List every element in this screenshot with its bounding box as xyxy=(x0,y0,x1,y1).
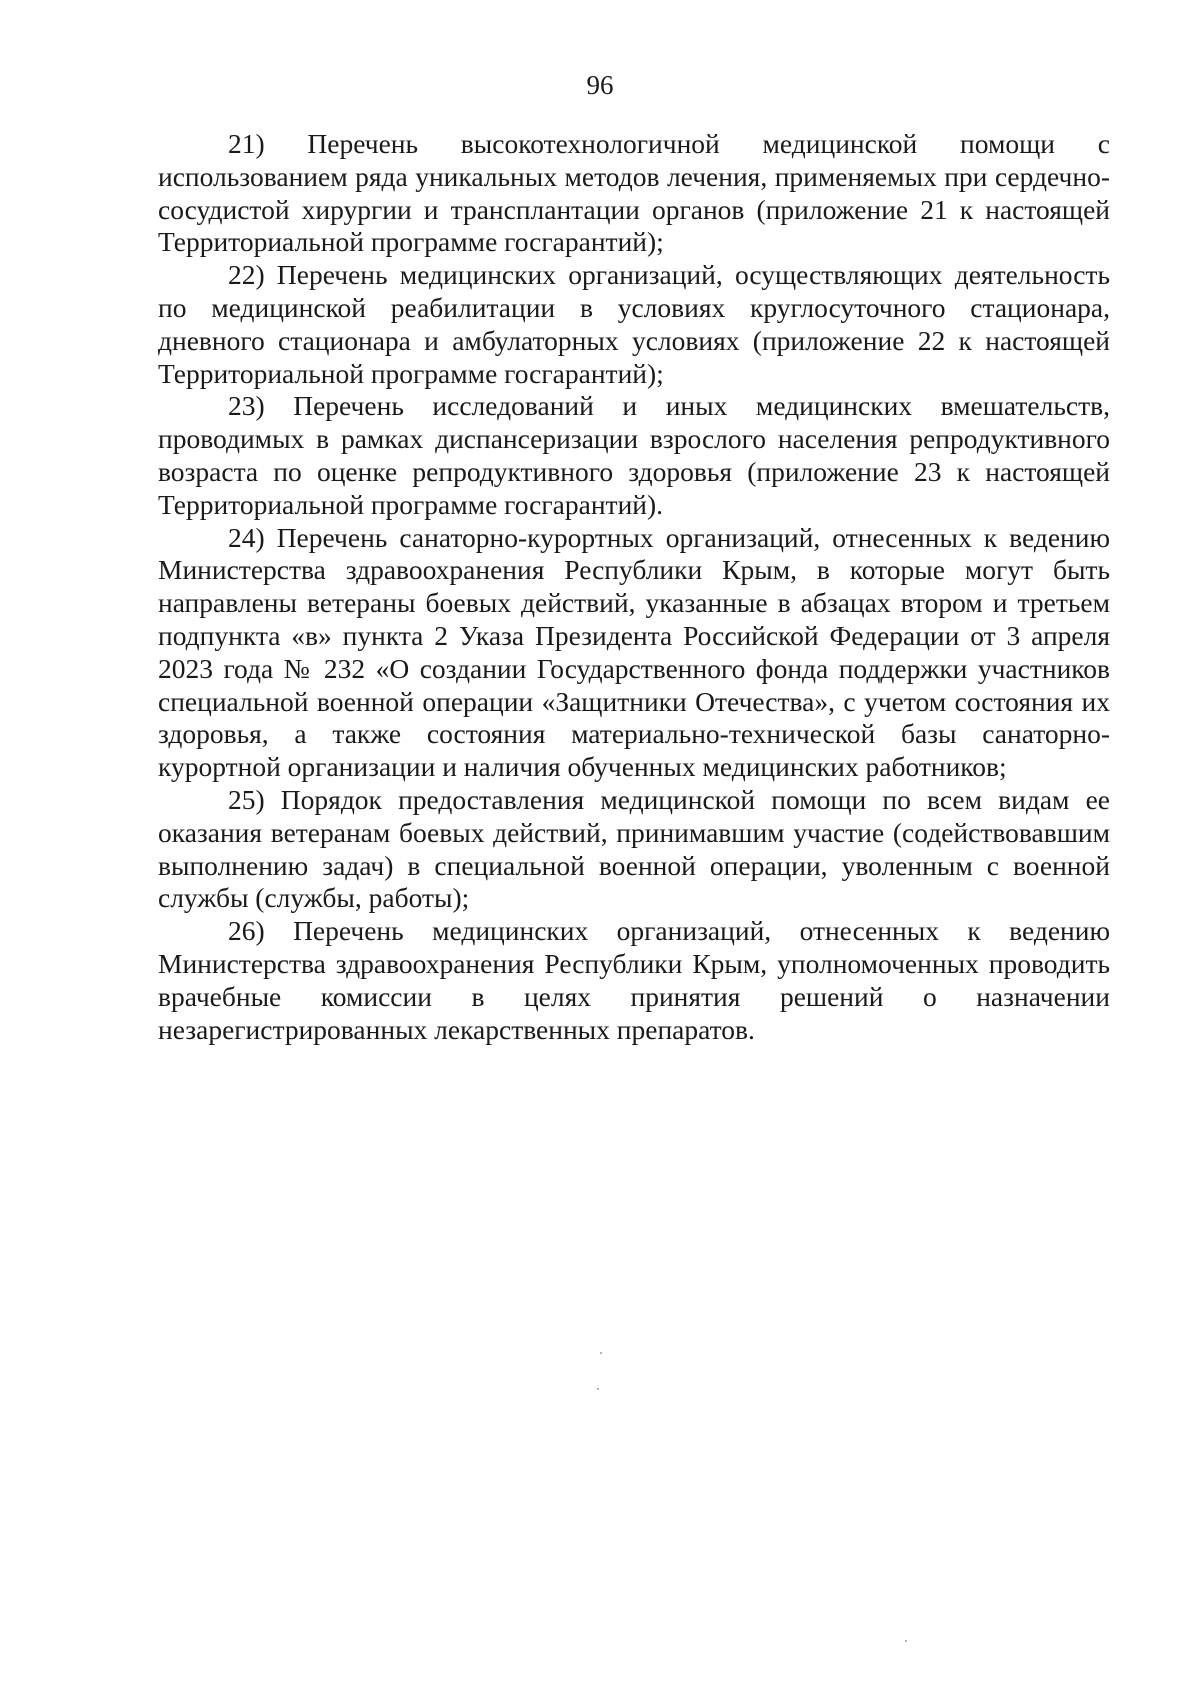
list-item-24: 24) Перечень санаторно-курортных организаций, отнесенных к ведению Министерства здравоохранения Республики Крым, в которые могут быть направлены ветераны боевых действий, указанные в абзацах втором и третьем подпункта «в» пункта 2 Указа Президента Российской Федерации от 3 апреля 2023 года № 232 «О создании Государственного фонда поддержки участников специальной военной операции «Защитники Отечества», с учетом состояния их здоровья, а также состояния материально-технической базы санаторно-курортной организации и наличия обученных медицинских работников; xyxy=(158,521,1110,783)
scan-speck xyxy=(600,1352,602,1354)
page-number: 96 xyxy=(586,70,614,100)
document-body xyxy=(158,128,1110,1046)
list-item-21: 21) Перечень высокотехнологичной медицинской помощи с использованием ряда уникальных методов лечения, применяемых при сердечно-сосудистой хирургии и трансплантации органов (приложение 21 к настоящей Территориальной программе госгарантий); xyxy=(158,128,1110,258)
scan-speck xyxy=(597,1388,599,1390)
list-item-25: 25) Порядок предоставления медицинской помощи по всем видам ее оказания ветеранам боевых действий, принимавшим участие (содействовавшим выполнению задач) в специальной военной операции, уволенным с военной службы (службы, работы); xyxy=(158,783,1110,914)
scan-speck xyxy=(905,1640,907,1642)
list-item-23: 23) Перечень исследований и иных медицинских вмешательств, проводимых в рамках диспансеризации взрослого населения репродуктивного возраста по оценке репродуктивного здоровья (приложение 23 к настоящей Территориальной программе госгарантий). xyxy=(158,390,1110,520)
list-item-26: 26) Перечень медицинских организаций, отнесенных к ведению Министерства здравоохранения Республики Крым, уполномоченных проводить врачебные комиссии в целях принятия решений о назначении незарегистрированных лекарственных препаратов. xyxy=(158,915,1110,1045)
list-item-22: 22) Перечень медицинских организаций, осуществляющих деятельность по медицинской реабилитации в условиях круглосуточного стационара, дневного стационара и амбулаторных условиях (приложение 22 к настоящей Территориальной программе госгарантий); xyxy=(158,259,1110,389)
